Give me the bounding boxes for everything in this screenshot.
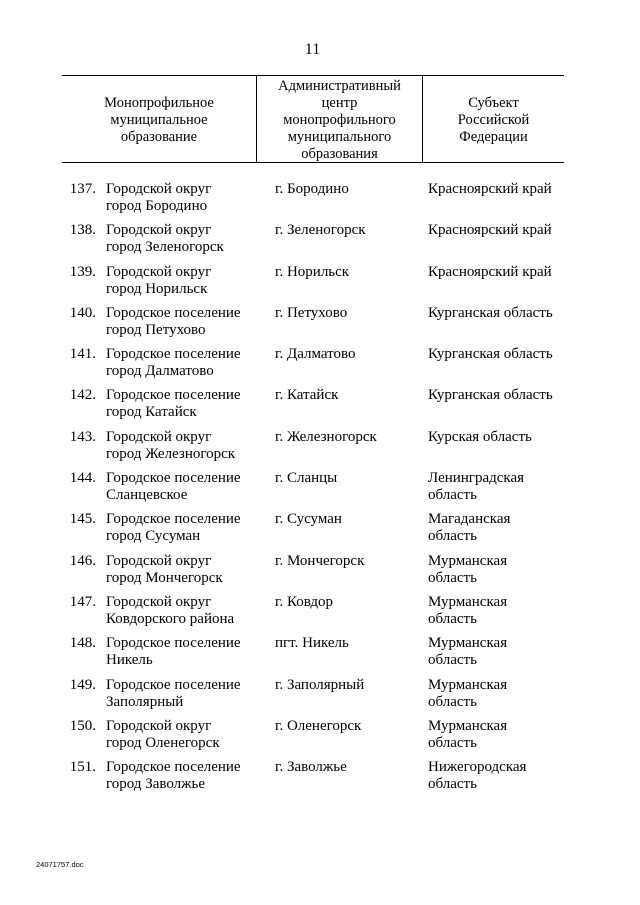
federal-subject-cell <box>428 387 568 404</box>
row-number: 142. <box>69 387 96 404</box>
federal-subject-cell <box>428 759 568 793</box>
municipality-cell <box>106 305 266 339</box>
federal-subject-line: область <box>428 569 477 586</box>
column-header-line: Российской <box>457 112 530 128</box>
table-row <box>0 511 640 552</box>
table-row <box>0 181 640 222</box>
column-header-line: Субъект <box>468 95 519 111</box>
municipality-line: Городской округ <box>106 222 212 239</box>
admin-center-cell: г. Железногорск <box>275 428 377 445</box>
table-row <box>0 718 640 759</box>
municipality-line: город Петухово <box>106 321 206 338</box>
federal-subject-line: Курская область <box>428 428 532 445</box>
table-row <box>0 222 640 263</box>
admin-center-cell: г. Норильск <box>275 263 350 280</box>
municipality-line: Городское поселение <box>106 676 241 693</box>
column-header-line: образования <box>301 146 378 162</box>
federal-subject-cell <box>428 635 568 669</box>
table-row <box>0 759 640 800</box>
table-row <box>0 346 640 387</box>
column-header-line: Монопрофильное <box>104 95 214 111</box>
column-header-center <box>257 78 422 163</box>
admin-center-cell: г. Заволжье <box>275 759 347 776</box>
admin-center-cell: г. Катайск <box>275 387 339 404</box>
federal-subject-cell <box>428 264 568 281</box>
municipality-cell <box>106 346 266 380</box>
municipality-cell <box>106 222 266 256</box>
table-top-rule <box>62 75 564 76</box>
municipality-cell <box>106 181 266 215</box>
federal-subject-line: область <box>428 487 477 504</box>
municipality-cell <box>106 718 266 752</box>
municipality-cell <box>106 635 266 669</box>
federal-subject-cell <box>428 553 568 587</box>
municipality-line: Никель <box>106 652 153 669</box>
column-header-line: муниципальное <box>110 112 208 128</box>
municipality-line: город Зеленогорск <box>106 239 224 256</box>
federal-subject-line: область <box>428 734 477 751</box>
municipality-line: город Заволжье <box>106 776 206 793</box>
municipality-cell <box>106 387 266 421</box>
table-body <box>0 181 640 800</box>
federal-subject-cell <box>428 346 568 363</box>
row-number: 151. <box>69 759 96 776</box>
municipality-line: город Сусуман <box>106 528 201 545</box>
admin-center-cell: г. Петухово <box>275 304 348 321</box>
table-row <box>0 264 640 305</box>
municipality-cell <box>106 677 266 711</box>
federal-subject-cell <box>428 718 568 752</box>
federal-subject-line: область <box>428 528 477 545</box>
table-row <box>0 677 640 718</box>
federal-subject-cell <box>428 181 568 198</box>
municipality-line: Городской округ <box>106 593 212 610</box>
federal-subject-line: область <box>428 693 477 710</box>
federal-subject-cell <box>428 594 568 628</box>
column-header-line: монопрофильного <box>283 112 396 128</box>
municipality-line: Городской округ <box>106 428 212 445</box>
table-row <box>0 470 640 511</box>
federal-subject-cell <box>428 470 568 504</box>
table-row <box>0 387 640 428</box>
admin-center-cell: г. Сланцы <box>275 470 338 487</box>
table-row <box>0 635 640 676</box>
federal-subject-line: область <box>428 652 477 669</box>
column-header-line: Федерации <box>459 129 528 145</box>
column-header-municipality <box>62 95 256 146</box>
municipality-line: Городское поселение <box>106 635 241 652</box>
municipality-line: Городское поселение <box>106 470 241 487</box>
municipality-cell <box>106 470 266 504</box>
municipality-line: Городской округ <box>106 717 212 734</box>
municipality-cell <box>106 594 266 628</box>
admin-center-cell: г. Сусуман <box>275 511 342 528</box>
municipality-line: город Железногорск <box>106 445 236 462</box>
municipality-line: Городской округ <box>106 552 212 569</box>
document-filename: 24071757.doc <box>36 860 84 869</box>
admin-center-cell: г. Бородино <box>275 181 349 197</box>
federal-subject-line: Мурманская <box>428 635 508 652</box>
admin-center-cell: г. Заполярный <box>275 676 365 693</box>
table-row <box>0 429 640 470</box>
municipality-line: Городское поселение <box>106 346 241 363</box>
admin-center-cell: г. Ковдор <box>275 593 334 610</box>
federal-subject-line: Мурманская <box>428 593 508 610</box>
federal-subject-line: Красноярский край <box>428 222 552 239</box>
municipality-cell <box>106 759 266 793</box>
federal-subject-cell <box>428 429 568 446</box>
admin-center-cell: г. Мончегорск <box>275 552 365 569</box>
row-number: 141. <box>69 346 96 363</box>
federal-subject-cell <box>428 511 568 545</box>
table-row <box>0 305 640 346</box>
federal-subject-line: Ленинградская <box>428 470 525 487</box>
federal-subject-line: Мурманская <box>428 676 508 693</box>
municipality-line: Городской округ <box>106 263 212 280</box>
admin-center-cell: г. Далматово <box>275 346 356 363</box>
federal-subject-line: Красноярский край <box>428 181 552 197</box>
federal-subject-line: Курганская область <box>428 346 553 363</box>
table-row <box>0 553 640 594</box>
federal-subject-line: Красноярский край <box>428 263 552 280</box>
municipality-line: Городское поселение <box>106 304 241 321</box>
table-row <box>0 594 640 635</box>
row-number: 139. <box>69 263 96 280</box>
row-number: 143. <box>69 428 96 445</box>
federal-subject-line: Мурманская <box>428 717 508 734</box>
row-number: 146. <box>69 552 96 569</box>
row-number: 145. <box>69 511 96 528</box>
municipality-line: город Оленегорск <box>106 734 220 751</box>
municipality-line: город Норильск <box>106 280 208 297</box>
column-header-subject <box>423 95 564 146</box>
page-number: 11 <box>304 41 321 58</box>
row-number: 149. <box>69 676 96 693</box>
admin-center-cell: г. Оленегорск <box>275 717 362 734</box>
federal-subject-line: область <box>428 610 477 627</box>
municipality-line: Заполярный <box>106 693 184 710</box>
row-number: 140. <box>69 304 96 321</box>
admin-center-cell: г. Зеленогорск <box>275 222 366 239</box>
column-header-line: Административный <box>278 78 401 94</box>
municipality-cell <box>106 553 266 587</box>
row-number: 137. <box>69 181 96 197</box>
municipality-line: Городское поселение <box>106 387 241 404</box>
federal-subject-line: Мурманская <box>428 552 508 569</box>
column-header-line: муниципального <box>287 129 392 145</box>
municipality-cell <box>106 511 266 545</box>
column-header-line: образование <box>120 129 198 145</box>
row-number: 148. <box>69 635 96 652</box>
row-number: 144. <box>69 470 96 487</box>
admin-center-cell: пгт. Никель <box>275 635 349 652</box>
federal-subject-line: область <box>428 776 477 793</box>
municipality-line: Ковдорского района <box>106 610 235 627</box>
row-number: 147. <box>69 593 96 610</box>
row-number: 150. <box>69 717 96 734</box>
federal-subject-cell <box>428 222 568 239</box>
federal-subject-cell <box>428 305 568 322</box>
municipality-cell <box>106 429 266 463</box>
municipality-line: Городское поселение <box>106 759 241 776</box>
municipality-line: город Далматово <box>106 363 214 380</box>
federal-subject-line: Магаданская <box>428 511 511 528</box>
municipality-line: город Катайск <box>106 404 197 421</box>
federal-subject-line: Курганская область <box>428 304 553 321</box>
row-number: 138. <box>69 222 96 239</box>
municipality-line: город Бородино <box>106 198 208 214</box>
column-header-line: центр <box>321 95 358 111</box>
federal-subject-cell <box>428 677 568 711</box>
municipality-line: Городское поселение <box>106 511 241 528</box>
municipality-cell <box>106 264 266 298</box>
municipality-line: Городской округ <box>106 181 212 197</box>
municipality-line: город Мончегорск <box>106 569 223 586</box>
federal-subject-line: Нижегородская <box>428 759 527 776</box>
municipality-line: Сланцевское <box>106 487 188 504</box>
federal-subject-line: Курганская область <box>428 387 553 404</box>
